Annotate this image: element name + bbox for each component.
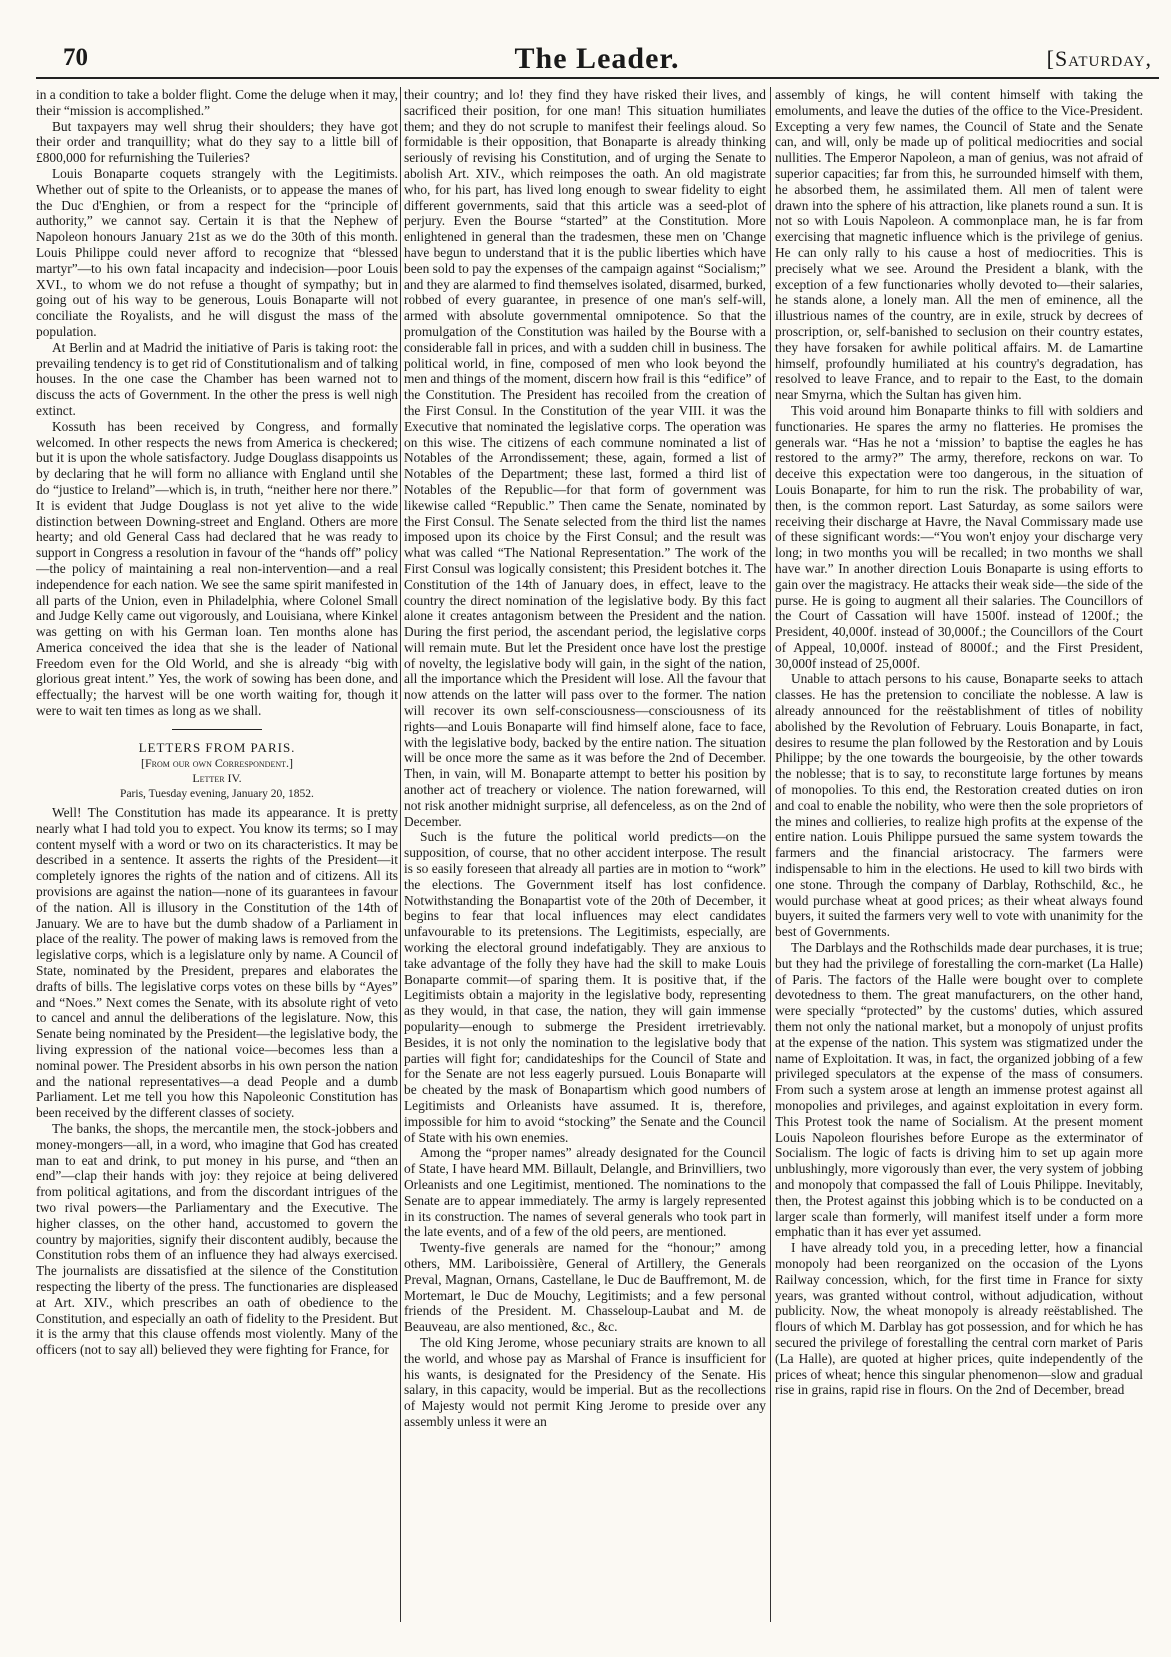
column-1 (36, 87, 398, 1622)
letter-paragraph: Unable to attach persons to his cause, Bonaparte seeks to attach classes. He has the pretension to conciliate the noblesse. A law is already announced for the reëstablishment of titles of nobility abolished by the Revolution of February. Louis Bonaparte, in fact, desires to resume the plan followed by the Restoration and by Louis Philippe; by the one towards the bourgeoisie, by the other towards the noblesse; that is to say, to reconstitute large fortunes by means of monopolies. To this end, the Restoration created duties on iron and coal to enable the nobility, who were then the sole proprietors of the mines and collieries, to realize high profits at the expense of the entire nation. Louis Philippe pursued the same system towards the farmers and the financial aristocracy. The farmers were indispensable to him in the elections. He used to kill two birds with one stone. Through the company of Darblay, Rothschild, &c., he would purchase wheat at good prices; as their wheat always found buyers, it suited the farmers very well to vote with unanimity for the best of Governments. (775, 671, 1143, 940)
letter-heading: LETTERS FROM PARIS. (138, 739, 296, 755)
issue-day: [Saturday, (1046, 46, 1152, 71)
article-paragraph: Louis Bonaparte coquets strangely with the Legitimists. Whether out of spite to the Orleanists, or to appease the manes of the Duc d'Enghien, or from a respect for the “principle of authority,” we cannot say. Certain it is that the Nephew of Napoleon honours January 21st as we do the 30th of this month. Louis Philippe could never afford to recognize that “blessed martyr”—to his own fatal incapacity and indecision—poor Louis XVI., to whom we do not refuse a thought of sympathy; but in going out of his way to be generous, Louis Bonaparte will not conciliate the Royalists, and he will disgust the mass of the population. (36, 165, 398, 339)
header-rule (36, 77, 1159, 79)
page-number: 70 (63, 44, 88, 71)
column-divider (770, 87, 771, 1622)
letter-paragraph: Among the “proper names” already designated for the Council of State, I have heard MM. Billault, Delangle, and Brinvilliers, two Orleanists and one Legitimist, mentioned. The nominations to the Senate are to appear immediately. The army is largely represented in its construction. The names of several generals who took part in the late events, and of a few of the old peers, are mentioned. (404, 1145, 766, 1240)
letter-paragraph: their country; and lo! they find they have risked their lives, and sacrificed their position, for one man! This situation humiliates them; and they do not scruple to manifest their feelings aloud. So formidable is their opposition, that Bonaparte is already thinking seriously of revising his Constitution, and of urging the Senate to abolish Art. XIV., which reimposes the oath. An old magistrate who, for his part, has lived long enough to swear fidelity to eight different governments, said that this article was a seed-plot of perjury. Even the Bourse “started” at the Constitution. More enlightened in general than the tradesmen, these men on 'Change have begun to understand that it is the public liberties which have been sold to pay the expenses of the campaign against “Socialism;” and they are alarmed to find themselves isolated, disarmed, burked, robbed of every guarantee, in presence of one man's self-will, armed with absolute governmental omnipotence. So that the promulgation of the Constitution was hailed by the Bourse with a considerable fall in prices, and with a sudden chill in business. The political world, in fine, composed of men who look beyond the men and things of the moment, discern how frail is this “edifice” of the Constitution. The President has recoiled from the creation of the First Consul. In the Constitution of the year VIII. it was the Executive that nominated the legislative corps. The operation was on this wise. The citizens of each commune nominated a list of Notables of the Arrondissement; these, again, formed a list of Notables of the Department; these last, formed a third list of Notables of the Republic—for that form of government was likewise called “Republic.” Then came the Senate, nominated by the First Consul. The Senate selected from the third list the names imposed upon its choice by the First Consul; and the result was what was called “The National Representation.” The work of the First Consul was logically consistent; this President botches it. The Constitution of the 14th of January does, in effect, leave to the country the direct nomination of the legislative body. By this fact alone it creates antagonism between the President and the nation. During the first period, the ascendant period, the legislative corps will remain mute. But let the President once have lost the prestige of novelty, the legislative body will gain, in the sight of the nation, all the importance which the President will lose. All the favour that now attends on the latter will pass over to the former. The nation will recover its own self-consciousness—consciousness of its rights—and Louis Bonaparte will find himself alone, face to face, with the legislative body, backed by the entire nation. The situation will be once more the same as it was before the 2nd of December. Then, in vain, will M. Bonaparte attempt to better his position by another act of treachery or violence. The nation forewarned, will not risk another midnight surprise, all defenceless, as on the 2nd of December. (404, 87, 766, 829)
letter-paragraph: Such is the future the political world predicts—on the supposition, of course, that no other accident interpose. The result is so easily foreseen that already all parties are in motion to “work” the elections. The Government itself has lost confidence. Notwithstanding the Bonapartist vote of the 20th of December, it begins to fear that local influences may elect candidates unfavourable to its pretensions. The Legitimists, especially, are working the electoral ground indefatigably. They are anxious to take advantage of the folly they have had the skill to make Louis Bonaparte commit—of sparing them. It is positive that, if the Legitimists obtain a majority in the legislative body, representing as they would, in that case, the nation, they will gain immense popularity—enough to submerge the President irretrievably. Besides, it is not only the nomination to the legislative body that parties will fight for; candidateships for the Council of State and for the Senate are not less eagerly pursued. Louis Bonaparte will be cheated by the mask of Bonapartism which good numbers of Legitimists and Orleanists have assumed. It is, therefore, impossible for him to avoid “stocking” the Senate and the Council of State with his own enemies. (404, 829, 766, 1145)
letter-paragraph: assembly of kings, he will content himself with taking the emoluments, and leave the duties of the office to the Vice-President. Excepting a very few names, the Council of State and the Senate can, and will, only be made up of political mediocrities and social nullities. The Emperor Napoleon, a man of genius, was not afraid of superior capacities; far from this, he surrounded himself with them, he absorbed them, he assimilated them. All men of talent were drawn into the sphere of his attraction, like planets round a sun. It is not so with Louis Napoleon. A commonplace man, he is far from exercising that magnetic influence which is the privilege of genius. He can only rally to his cause a host of mediocrities. This is precisely what we see. Around the President a blank, with the exception of a few functionaries wholly devoted to—their salaries, he stands alone, a lonely man. All the men of eminence, all the illustrious names of the country, are in exile, struck by decrees of proscription, or, self-banished to seclusion on their country estates, they have forsaken for awhile political affairs. M. de Lamartine himself, profoundly humiliated at his country's degradation, has resolved to leave France, and to repair to the East, to the domain near Smyrna, which the Sultan has given him. (775, 87, 1143, 403)
letter-source: [From our own Correspondent.] (140, 755, 293, 770)
article-paragraph: in a condition to take a bolder flight. Come the deluge when it may, their “mission is accomplished.” (36, 87, 398, 118)
column-3 (775, 87, 1143, 1622)
letter-paragraph: This void around him Bonaparte thinks to fill with soldiers and functionaries. He spares the army no flatteries. He promises the generals war. “Has he not a ‘mission’ to baptise the eagles he has restored to the army?” The army, therefore, reckons on war. To deceive this expectation were too dangerous, in the situation of Louis Bonaparte, for him to run the risk. The probability of war, then, is the common report. Last Saturday, as some sailors were receiving their discharge at Havre, the Naval Commissary made use of these significant words:—“You won't enjoy your discharge very long; in two months you will be recalled; in two months we shall have war.” In another direction Louis Bonaparte is using efforts to gain over the magistracy. He attacks their weak side—the side of the purse. He is going to augment all their salaries. The Councillors of the Court of Cassation will have 1500f. instead of 1200f.; the President, 40,000f. instead of 30,000f.; the Councillors of the Court of Appeal, 10,000f. instead of 8000f.; and the First President, 30,000f instead of 25,000f. (775, 402, 1143, 671)
letter-number: Letter IV. (192, 771, 242, 786)
article-paragraph: At Berlin and at Madrid the initiative of Paris is taking root: the prevailing tendency is to get rid of Constitutionalism and of talking houses. In the one case the Chamber has been warned not to discuss the acts of Government. In the other the press is well nigh extinct. (36, 339, 398, 418)
article-paragraph: Kossuth has been received by Congress, and formally welcomed. In other respects the news from America is checkered; but it is upon the whole satisfactory. Judge Douglass disappoints us by declaring that he will form no alliance with England until she do “justice to Ireland”—which is, in truth, “neither here nor there.” It is evident that Judge Douglass is not yet alive to the wide distinction between Downing-street and England. Others are more hearty; and old General Cass had declared that he was ready to support in Congress a resolution in favour of the “hands off” policy—the policy of maintaining a real non-intervention—and a real independence for each nation. We see the same spirit manifested in all parts of the Union, even in Philadelphia, where Colonel Small and Judge Kelly came out vigorously, and Louisiana, where Kinkel was getting on with his German loan. Ten months alone has America conceived the idea that she is the leader of National Freedom even for the Old World, and she is already “big with glorious great intent.” Yes, the work of sowing has been done, and effectually; the harvest will be one worth waiting for, though it were to wait ten times as long as we shall. (36, 418, 398, 719)
letter-paragraph: The banks, the shops, the mercantile men, the stock-jobbers and money-mongers—all, in a word, who imagine that God has created man to eat and drink, to put money in his purse, and “then an end”—clap their hands with joy: they rejoice at being delivered from political agitations, and from the discordant intrigues of the two rival powers—the Parliamentary and the Executive. The higher classes, on the other hand, accustomed to govern the country by majorities, signify their discontent audibly, because the Constitution robs them of an influence they had always exercised. The journalists are dissatisfied at the silence of the Constitution respecting the liberty of the press. The functionaries are displeased at Art. XIV., which prescribes an oath of obedience to the Constitution, and especially an oath of fidelity to the President. But it is the army that this clause offends most violently. Many of the officers (not to say all) believed they were fighting for France, for (36, 1121, 398, 1358)
newspaper-title: The Leader. (514, 42, 680, 75)
letter-paragraph: I have already told you, in a preceding letter, how a financial monopoly had been reorganized on the occasion of the Lyons Railway concession, which, for the first time in France for sixty years, was granted without control, without adjudication, without publicity. Now, the wheat monopoly is already reëstablished. The flours of which M. Darblay has got possession, and for which he has secured the privilege of forestalling the central corn market of Paris (La Halle), are quoted at higher prices, quite independently of the prices of wheat; hence this singular phenomenon—slow and gradual rise in grains, rapid rise in flours. On the 2nd of December, bread (775, 1240, 1143, 1398)
letter-dateline: Paris, Tuesday evening, January 20, 1852. (120, 788, 314, 801)
letter-paragraph: Well! The Constitution has made its appearance. It is pretty nearly what I had told you to expect. You know its terms; so I may content myself with a word or two on its characteristics. It may be described in a sentence. It asserts the rights of the President—it completely ignores the rights of the nation and of citizens. All its provisions are against the nation—none of its guarantees in favour of the nation. All is illusory in the Constitution of the 14th of January. We are to have but the dumb shadow of a Parliament in place of the reality. The power of making laws is removed from the legislative corps, which is a legislature only by name. A Council of State, nominated by the President, prepares and elaborates the drafts of bills. The legislative corps votes on these bills by “Ayes” and “Noes.” Next comes the Senate, with its absolute right of veto to cancel and annul the deliberations of the legislature. Now, this Senate being nominated by the President—the legislative body, the living expression of the national voice—becomes less than a nominal power. The President absorbs in his own person the nation and the national representatives—a dead People and a dumb Parliament. Let me tell you how this Napoleonic Constitution has been received by the different classes of society. (36, 805, 398, 1121)
letter-paragraph: The old King Jerome, whose pecuniary straits are known to all the world, and whose pay as Marshal of France is insufficient for his wants, is designated for the Presidency of the Senate. His salary, in this capacity, would be imperial. But as the recollections of Majesty would not permit King Jerome to preside over any assembly unless it were an (404, 1334, 766, 1429)
masthead (36, 40, 1158, 76)
column-2 (404, 87, 766, 1622)
section-divider (172, 729, 262, 730)
article-paragraph: But taxpayers may well shrug their shoulders; they have got their order and tranquillity; what do they say to a little bill of £800,000 for refurnishing the Tuileries? (36, 118, 398, 166)
letter-paragraph: The Darblays and the Rothschilds made dear purchases, it is true; but they had the privilege of forestalling the corn-market (La Halle) of Paris. The factors of the Halle were bought over to complete devotedness to them. The great manufacturers, on the other hand, were specially “protected” by the customs' duties, which assured them not only the national market, but a monopoly of unjust profits at the expense of the nation. This system was stigmatized under the name of Exploitation. It was, in fact, the organized jobbing of a few privileged speculators at the expense of the mass of consumers. From such a system arose at length an immense protest against all monopolies and privileges, and against exploitation in every form. This Protest took the name of Socialism. At the present moment Louis Napoleon flourishes before Europe as the exterminator of Socialism. The logic of facts is driving him to set up again more unblushingly, more vigorously than ever, the very system of jobbing and monopoly that compassed the fall of Louis Philippe. Inevitably, then, the Protest against this jobbing which is to be conducted on a larger scale than formerly, will manifest itself under a form more emphatic than it has ever yet assumed. (775, 940, 1143, 1240)
letter-paragraph: Twenty-five generals are named for the “honour;” among others, MM. Lariboissière, General of Artillery, the Generals Preval, Magnan, Ornans, Castellane, le Duc de Bauffremont, M. de Mortemart, le Duc de Mouchy, Legitimists; and a few personal friends of the President. M. Chasseloup-Laubat and M. de Beauveau, are also mentioned, &c., &c. (404, 1240, 766, 1335)
column-divider (400, 87, 401, 1622)
